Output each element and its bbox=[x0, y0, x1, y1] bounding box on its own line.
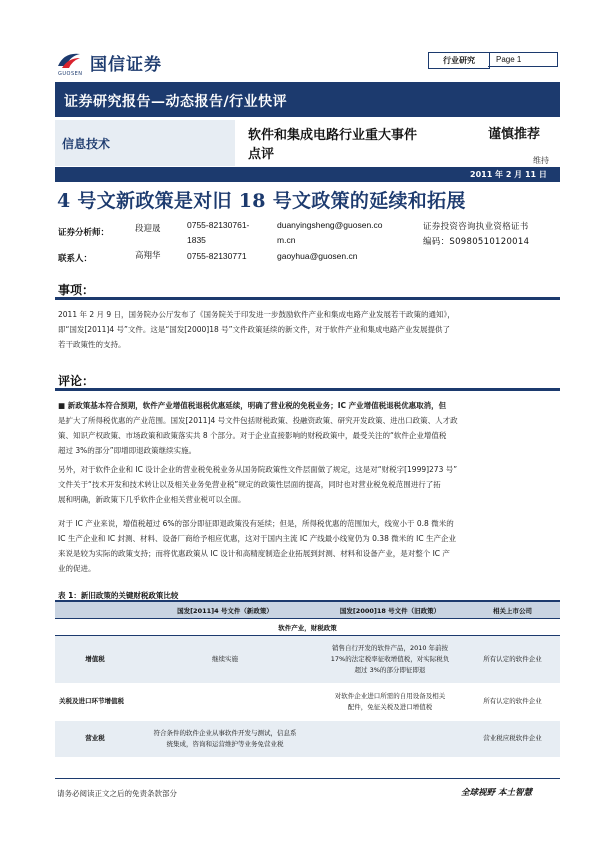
topic-title-line: 软件和集成电路行业重大事件 bbox=[248, 128, 418, 143]
text-line: 对于 IC 产业来说，增值税超过 6%的部分即征即退政策没有延续；但是，所得税优惠的范围加大，线宽小于 0.8 微米的 bbox=[58, 519, 454, 528]
table-cell bbox=[315, 636, 465, 683]
text-line: 即“国发[2011]4 号”文件。这是“国发[2000]18 号”文件政策延续的新文件，对于软件产业和集成电路产业发展提供了 bbox=[58, 325, 451, 334]
table-row bbox=[55, 721, 560, 757]
text-line: 文件关于“技术开发和技术转让以及相关业务免营业税”规定的政策性层面的提高，同时也对营业税免税范围进行了拓 bbox=[58, 480, 441, 489]
event-heading: 事项： bbox=[58, 283, 95, 297]
table-cell bbox=[315, 721, 465, 757]
report-series-title: 证券研究报告—动态报告/行业快评 bbox=[64, 94, 288, 110]
text-line: IC 生产企业和 IC 封测、材料、设备厂商给予相应优惠，这对于国内主流 IC 产线最小线宽仍为 0.38 微米的 IC 生产企业 bbox=[58, 534, 456, 543]
table-cell: 继续实施 bbox=[135, 636, 315, 683]
table-cell bbox=[315, 683, 465, 721]
table-cell bbox=[135, 683, 315, 721]
table-cell: 营业税应税软件企业 bbox=[465, 721, 560, 757]
contact-role: 联系人： bbox=[58, 254, 93, 264]
text-line: 展和明确，新政策下几乎软件企业相关营业税可以全面。 bbox=[58, 495, 246, 504]
table-caption: 表 1：新旧政策的关键财税政策比较 bbox=[58, 591, 179, 600]
text-line: 策、知识产权政策、市场政策和政策落实共 8 个部分。对于企业直接影响的财税政策中，最受关注的“软件企业增值税 bbox=[58, 431, 447, 440]
contact-name: 高翔华 bbox=[135, 251, 161, 261]
certificate-info bbox=[423, 220, 563, 250]
analyst-phone-line: 0755-82130761- bbox=[187, 220, 250, 230]
cell-line: 统集成，咨询和运营维护等业务免营业税 bbox=[166, 739, 284, 748]
analyst-email-line: m.cn bbox=[277, 235, 296, 245]
cell-line: 对软件企业进口所需的自用设备及相关 bbox=[334, 691, 446, 700]
table-cell: 关税及进口环节增值税 bbox=[59, 697, 124, 705]
text-line: 来说是较为实际的政策支持；而将优惠政策从 IC 设计和高精度制造企业拓展到封测、材料和设备产业，是对整个 IC 产 bbox=[58, 549, 450, 558]
table-category-cell: 软件产业，财税政策 bbox=[55, 619, 560, 636]
section-rule bbox=[55, 388, 560, 391]
cell-line: 17%的法定税率征收增值税，对实际税负 bbox=[330, 654, 450, 663]
comment-paragraph-1 bbox=[58, 398, 560, 458]
brand-name-en: GUOSEN bbox=[58, 71, 83, 77]
topic-title-line: 点评 bbox=[248, 147, 275, 162]
text-line: 业的促进。 bbox=[58, 564, 96, 573]
comment-paragraph-3 bbox=[58, 516, 560, 576]
comment-paragraph-2 bbox=[58, 462, 560, 507]
guosen-logo-icon bbox=[56, 50, 82, 70]
report-type-label: 行业研究 bbox=[428, 52, 490, 69]
cell-line: 符合条件的软件企业从事软件开发与测试，信息系 bbox=[153, 728, 297, 737]
table-cell bbox=[135, 721, 315, 757]
brand-slogan: 全球视野 本土智慧 bbox=[461, 788, 532, 798]
cell-line: 销售自行开发的软件产品，2010 年前按 bbox=[331, 643, 449, 652]
footer-rule bbox=[55, 778, 560, 779]
text-line: 若干政策性的支持。 bbox=[58, 340, 126, 349]
table-header-cell: 国发[2011]4 号文件（新政策） bbox=[135, 601, 315, 619]
cell-line: 配件，免征关税及进口增值税 bbox=[347, 702, 433, 711]
text-line: ■ 新政策基本符合预期，软件产业增值税退税优惠延续，明确了营业税的免税业务；IC 产业增值税退税优惠取消，但 bbox=[58, 401, 447, 410]
contact-email[interactable]: gaoyhua@guosen.cn bbox=[277, 251, 358, 261]
analyst-email-line: duanyingsheng@guosen.co bbox=[277, 220, 383, 230]
analyst-role: 证券分析师： bbox=[58, 228, 110, 238]
table-header-cell: 国发[2000]18 号文件（旧政策） bbox=[315, 601, 465, 619]
text-line: 是扩大了所得税优惠的产业范围。国发[2011]4 号文件包括财税政策、投融资政策、研究开发政策、进出口政策、人才政 bbox=[58, 416, 458, 425]
table-header-cell: 相关上市公司 bbox=[465, 601, 560, 619]
text-line: 超过 3%的部分”即增即退政策继续实施。 bbox=[58, 446, 197, 455]
text-line: 另外，对于软件企业和 IC 设计企业的营业税免税业务从国务院政策性文件层面做了规定，这是对“财税字[1999]273 号” bbox=[58, 465, 458, 474]
certificate-line: 编码：S0980510120014 bbox=[423, 237, 530, 247]
table-cell: 营业税 bbox=[55, 721, 135, 757]
text-line: 2011 年 2 月 9 日，国务院办公厅发布了《国务院关于印发进一步鼓励软件产业和集成电路产业发展若干政策的通知》， bbox=[58, 310, 455, 319]
page-number: Page 1 bbox=[488, 52, 558, 67]
main-title: 4 号文新政策是对旧 18 号文政策的延续和拓展 bbox=[57, 190, 466, 212]
analyst-email[interactable] bbox=[277, 218, 383, 248]
table-row bbox=[55, 683, 560, 721]
brand-name: 国信证券 bbox=[90, 55, 162, 75]
table-row bbox=[55, 636, 560, 683]
event-paragraph bbox=[58, 307, 560, 352]
section-rule bbox=[55, 297, 560, 300]
analyst-phone bbox=[187, 218, 249, 248]
table-header-row bbox=[55, 601, 560, 619]
analyst-name: 段迎晟 bbox=[135, 224, 161, 234]
disclaimer-notice: 请务必阅读正文之后的免责条款部分 bbox=[57, 789, 177, 798]
topic-title bbox=[248, 126, 458, 164]
table-cell: 所有认定的软件企业 bbox=[465, 636, 560, 683]
rating-action: 维持 bbox=[533, 156, 549, 165]
comment-heading: 评论： bbox=[58, 374, 95, 388]
table-header-cell bbox=[55, 601, 135, 619]
table-cell: 所有认定的软件企业 bbox=[483, 697, 542, 705]
investment-rating: 谨慎推荐 bbox=[488, 127, 541, 142]
contact-phone: 0755-82130771 bbox=[187, 251, 247, 261]
certificate-line: 证券投资咨询执业资格证书 bbox=[423, 222, 529, 232]
cell-line: 超过 3%的部分即征即退 bbox=[354, 665, 426, 674]
table-category-row bbox=[55, 619, 560, 636]
sector-label: 信息技术 bbox=[62, 137, 111, 151]
policy-comparison-table bbox=[55, 600, 560, 757]
table-cell: 增值税 bbox=[55, 636, 135, 683]
report-date: 2011 年 2 月 11 日 bbox=[470, 170, 547, 179]
analyst-phone-line: 1835 bbox=[187, 235, 206, 245]
